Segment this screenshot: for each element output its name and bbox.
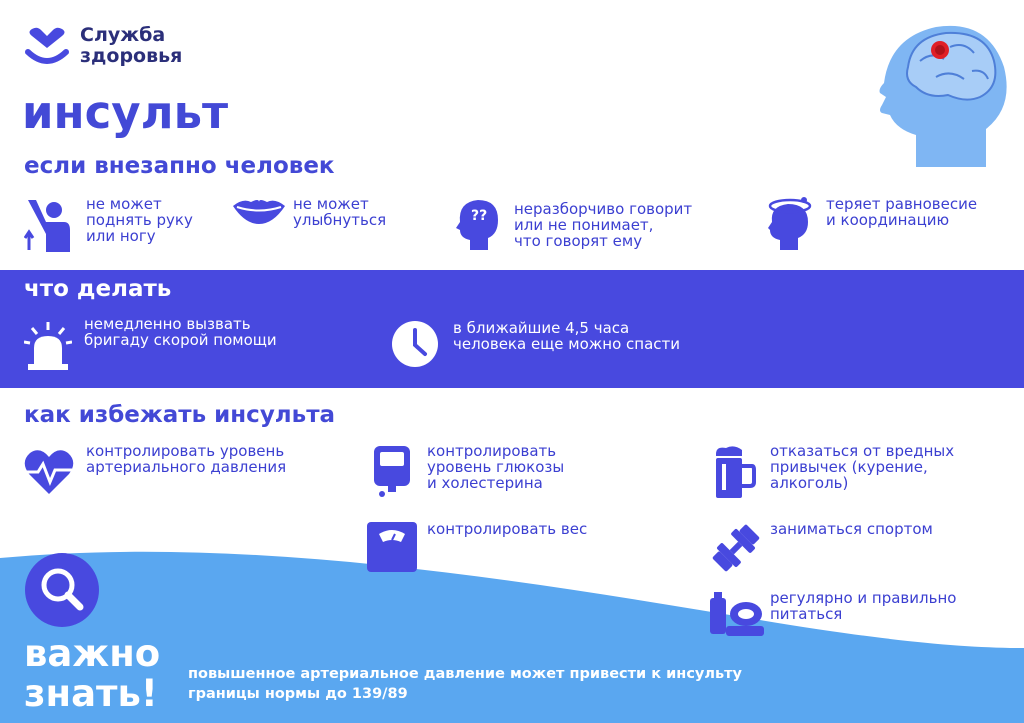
prevention-pressure-text: контролировать уровень артериального давления xyxy=(86,442,287,476)
actions-heading: что делать xyxy=(24,276,172,302)
symptom-arm-text: не может поднять руку или ногу xyxy=(86,195,193,245)
heart-logo-icon xyxy=(24,26,70,70)
heart-pulse-icon xyxy=(24,448,74,496)
important-heading: важно знать! xyxy=(24,632,161,715)
prevention-heading: как избежать инсульта xyxy=(24,402,336,428)
symptom-balance-text: теряет равновесие и координацию xyxy=(826,195,978,229)
clock-icon xyxy=(391,320,439,368)
siren-icon xyxy=(24,320,72,370)
dumbbell-icon xyxy=(710,522,762,574)
prevention-sport-text: заниматься спортом xyxy=(770,520,933,538)
beer-mug-icon xyxy=(712,446,756,498)
magnifier-icon xyxy=(24,552,100,628)
scale-icon xyxy=(367,522,417,572)
food-icon xyxy=(708,590,764,636)
symptoms-heading: если внезапно человек xyxy=(24,153,335,179)
page-title: инсульт xyxy=(22,86,229,139)
prevention-glucose-text: контролировать уровень глюкозы и холестерина xyxy=(427,442,565,492)
logo-mark xyxy=(24,26,70,70)
brand-name: Служба здоровья xyxy=(80,24,183,67)
lips-icon xyxy=(233,198,285,224)
glucometer-icon xyxy=(372,446,412,498)
symptom-speech-text: неразборчиво говорит или не понимает, что говорят ему xyxy=(514,200,693,250)
raised-arm-icon xyxy=(24,200,72,252)
confused-head-icon xyxy=(456,198,500,250)
prevention-habits-text: отказаться от вредных привычек (курение, алкоголь) xyxy=(770,442,955,492)
svg-text:??: ?? xyxy=(471,208,488,224)
brain-head-illustration xyxy=(876,17,1014,167)
prevention-weight-text: контролировать вес xyxy=(427,520,588,538)
action-time-text: в ближайшие 4,5 часа человека еще можно спасти xyxy=(453,319,681,353)
prevention-food-text: регулярно и правильно питаться xyxy=(770,589,957,623)
symptom-smile-text: не может улыбнуться xyxy=(293,195,387,229)
dizzy-head-icon xyxy=(768,196,814,250)
important-text: повышенное артериальное давление может привести к инсульту границы нормы до 139/89 xyxy=(188,666,743,702)
action-call-text: немедленно вызвать бригаду скорой помощи xyxy=(84,315,277,349)
